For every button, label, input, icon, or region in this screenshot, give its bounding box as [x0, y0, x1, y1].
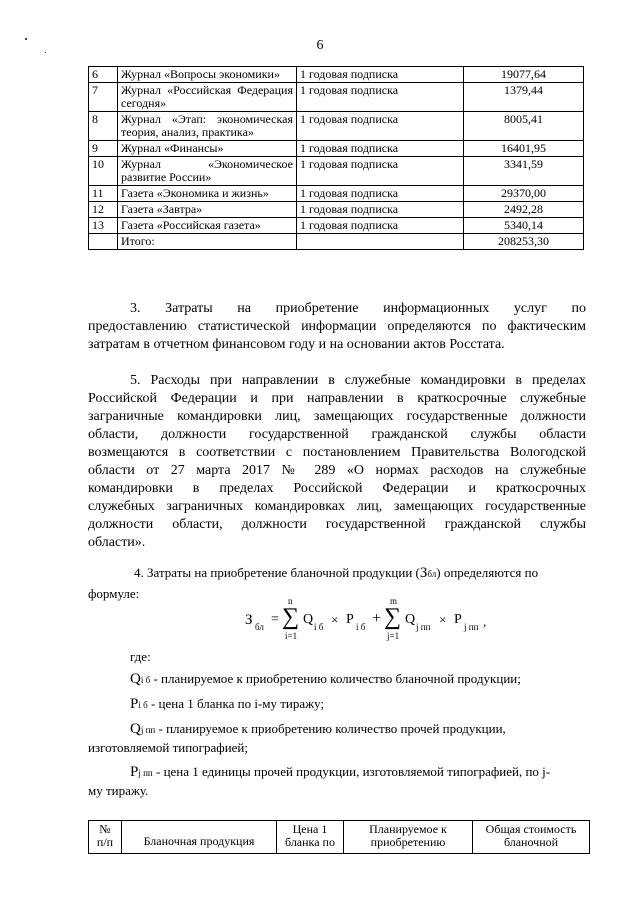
row-number: 6	[89, 67, 118, 83]
paragraph-line: должности области, должности государственной гражданской службы	[88, 517, 586, 532]
header-text: приобретению	[370, 835, 446, 849]
table-row	[89, 67, 584, 83]
definition-item	[88, 670, 588, 689]
row-type: 1 годовая подписка	[297, 218, 464, 234]
paragraph-line: 3. Затраты на приобретение информационных услуг по	[130, 301, 586, 316]
definition-text: - цена 1 единицы прочей продукции, изготовляемой типографией, по j-	[152, 764, 551, 779]
total-empty-cell	[89, 234, 118, 250]
paragraph-line: области от 27 марта 2017 № 289 «О нормах расходов на служебные	[88, 463, 586, 478]
definitions	[88, 648, 588, 800]
paragraph-line: предоставлению статистической информации определяются по фактическим	[88, 319, 586, 334]
formula-p2-sub: j пп	[464, 622, 479, 632]
definition-continuation: му тиражу.	[88, 783, 149, 798]
definition-sub: j пп	[140, 725, 156, 735]
row-type: 1 годовая подписка	[297, 157, 464, 186]
formula-lhs: З	[245, 612, 253, 628]
paragraph-4-line1	[88, 564, 586, 583]
paragraph-line: служебных заграничных командировках лиц, замещающих государственные	[88, 499, 586, 514]
row-number: 13	[89, 218, 118, 234]
row-sum: 3341,59	[464, 157, 584, 186]
paragraph-4-text-end: ) определяются по	[436, 565, 539, 580]
definition-item	[88, 695, 588, 714]
definition-item	[88, 763, 588, 782]
row-type: 1 годовая подписка	[297, 202, 464, 218]
subscriptions-table	[88, 66, 584, 250]
definition-sub: i б	[138, 700, 148, 710]
row-name: Журнал «Финансы»	[118, 141, 297, 157]
row-type: 1 годовая подписка	[297, 186, 464, 202]
paragraph-4-text-start: 4. Затраты на приобретение бланочной продукции (	[134, 565, 420, 580]
row-number: 10	[89, 157, 118, 186]
header-text: №	[99, 822, 111, 836]
formula-upper-1: n	[288, 596, 293, 606]
row-number: 12	[89, 202, 118, 218]
paragraph-line: области».	[88, 535, 146, 550]
formula-q2-sub: j пп	[416, 622, 431, 632]
formula-p2: P	[454, 612, 462, 627]
formula-q2: Q	[405, 612, 416, 627]
header-cell-price	[277, 821, 344, 854]
formula-p1: P	[346, 612, 354, 627]
definition-continuation: изготовляемой типографией;	[88, 740, 248, 755]
paragraph-line: командировки в пределах Российской Федерации и краткосрочных	[88, 481, 586, 496]
definition-sub: j пп	[138, 768, 153, 778]
formula-times-1: ×	[331, 612, 339, 627]
paragraph-3	[88, 300, 586, 354]
row-sum: 1379,44	[464, 83, 584, 112]
row-name: Журнал «Вопросы экономики»	[118, 67, 297, 83]
page-number: 6	[316, 38, 324, 53]
row-type: 1 годовая подписка	[297, 112, 464, 141]
paragraph-line: Российской Федерации и при направлении в краткосрочные служебные	[88, 391, 586, 406]
table-row	[89, 202, 584, 218]
header-text: Общая стоимость	[485, 822, 577, 836]
formula-times-2: ×	[439, 612, 447, 627]
row-sum: 29370,00	[464, 186, 584, 202]
row-type: 1 годовая подписка	[297, 141, 464, 157]
row-name: Газета «Российская газета»	[118, 218, 297, 234]
formula-q1-sub: i б	[314, 622, 324, 632]
row-sum: 19077,64	[464, 67, 584, 83]
row-sum: 2492,28	[464, 202, 584, 218]
definition-sub: i б	[140, 675, 151, 685]
formula-upper-2: m	[390, 596, 398, 606]
table-row	[89, 112, 584, 141]
row-number: 11	[89, 186, 118, 202]
cost-symbol: З	[419, 565, 428, 581]
formula-comma: ,	[483, 614, 487, 629]
definition-symbol: Q	[130, 671, 141, 687]
row-number: 9	[89, 141, 118, 157]
header-text: Планируемое к	[369, 822, 447, 836]
sum-icon: ∑	[282, 604, 300, 630]
blank-products-table	[88, 820, 590, 854]
header-cell-product	[122, 821, 277, 854]
row-number: 7	[89, 83, 118, 112]
formula-lower-1: i=1	[285, 631, 298, 641]
table-row	[89, 141, 584, 157]
paragraph-5	[88, 372, 586, 552]
paragraph-line: затратам в отчетном финансовом году и на основании актов Росстата.	[88, 337, 505, 352]
sum-icon: ∑	[384, 604, 402, 630]
definition-symbol: P	[130, 764, 139, 780]
header-text: п/п	[96, 835, 114, 849]
table-row	[89, 218, 584, 234]
header-cell-num	[89, 821, 122, 854]
header-text: бланка по	[285, 835, 335, 849]
formula	[245, 596, 505, 644]
row-sum: 16401,95	[464, 141, 584, 157]
row-name: Журнал «Российская Федерация сегодня»	[118, 83, 297, 112]
paragraph-line: 5. Расходы при направлении в служебные командировки в пределах	[130, 373, 586, 388]
paragraph-line: возмещаются в соответствии с постановлением Правительства Вологодской	[88, 445, 586, 460]
scan-speck	[45, 52, 46, 53]
header-text: бланочной	[503, 835, 559, 849]
row-type: 1 годовая подписка	[297, 67, 464, 83]
formula-p1-sub: i б	[356, 622, 366, 632]
formula-q1: Q	[303, 612, 314, 627]
row-name: Газета «Экономика и жизнь»	[118, 186, 297, 202]
header-text: Бланочная продукция	[143, 833, 255, 848]
definition-symbol: Q	[130, 721, 141, 737]
table-row	[89, 83, 584, 112]
table-row	[89, 157, 584, 186]
definition-text: - цена 1 бланка по i-му тиражу;	[147, 696, 325, 711]
paragraph-4-line2: формуле:	[88, 586, 140, 601]
formula-equals: =	[271, 612, 279, 627]
row-name: Газета «Завтра»	[118, 202, 297, 218]
paragraph-line: области, должности государственной гражданской службы области	[88, 427, 586, 442]
header-cell-total	[473, 821, 590, 854]
definition-text: - планируемое к приобретению количество прочей продукции,	[155, 721, 506, 736]
definition-text: - планируемое к приобретению количество бланочной продукции;	[150, 671, 521, 686]
cost-symbol-sub: бл	[427, 569, 437, 579]
total-empty-cell	[297, 234, 464, 250]
row-sum: 5340,14	[464, 218, 584, 234]
where-label: где:	[130, 649, 151, 664]
header-cell-planned	[344, 821, 473, 854]
row-sum: 8005,41	[464, 112, 584, 141]
definition-symbol: P	[130, 696, 139, 712]
row-name: Журнал «Этап: экономическая теория, анализ, практика»	[118, 112, 297, 141]
paragraph-4	[88, 564, 586, 603]
total-sum: 208253,30	[464, 234, 584, 250]
formula-plus: +	[372, 610, 382, 627]
paragraph-line: заграничные командировки лиц, замещающих государственные должности	[88, 409, 586, 424]
table-header-row	[89, 821, 590, 854]
definition-item	[88, 720, 588, 739]
total-row	[89, 234, 584, 250]
row-type: 1 годовая подписка	[297, 83, 464, 112]
header-text: Цена 1	[292, 822, 328, 836]
table-row	[89, 186, 584, 202]
scan-speck	[25, 38, 27, 40]
row-name: Журнал «Экономическое развитие России»	[118, 157, 297, 186]
total-label: Итого:	[118, 234, 297, 250]
row-number: 8	[89, 112, 118, 141]
formula-lower-2: j=1	[387, 631, 400, 641]
formula-lhs-sub: бл	[255, 622, 264, 632]
